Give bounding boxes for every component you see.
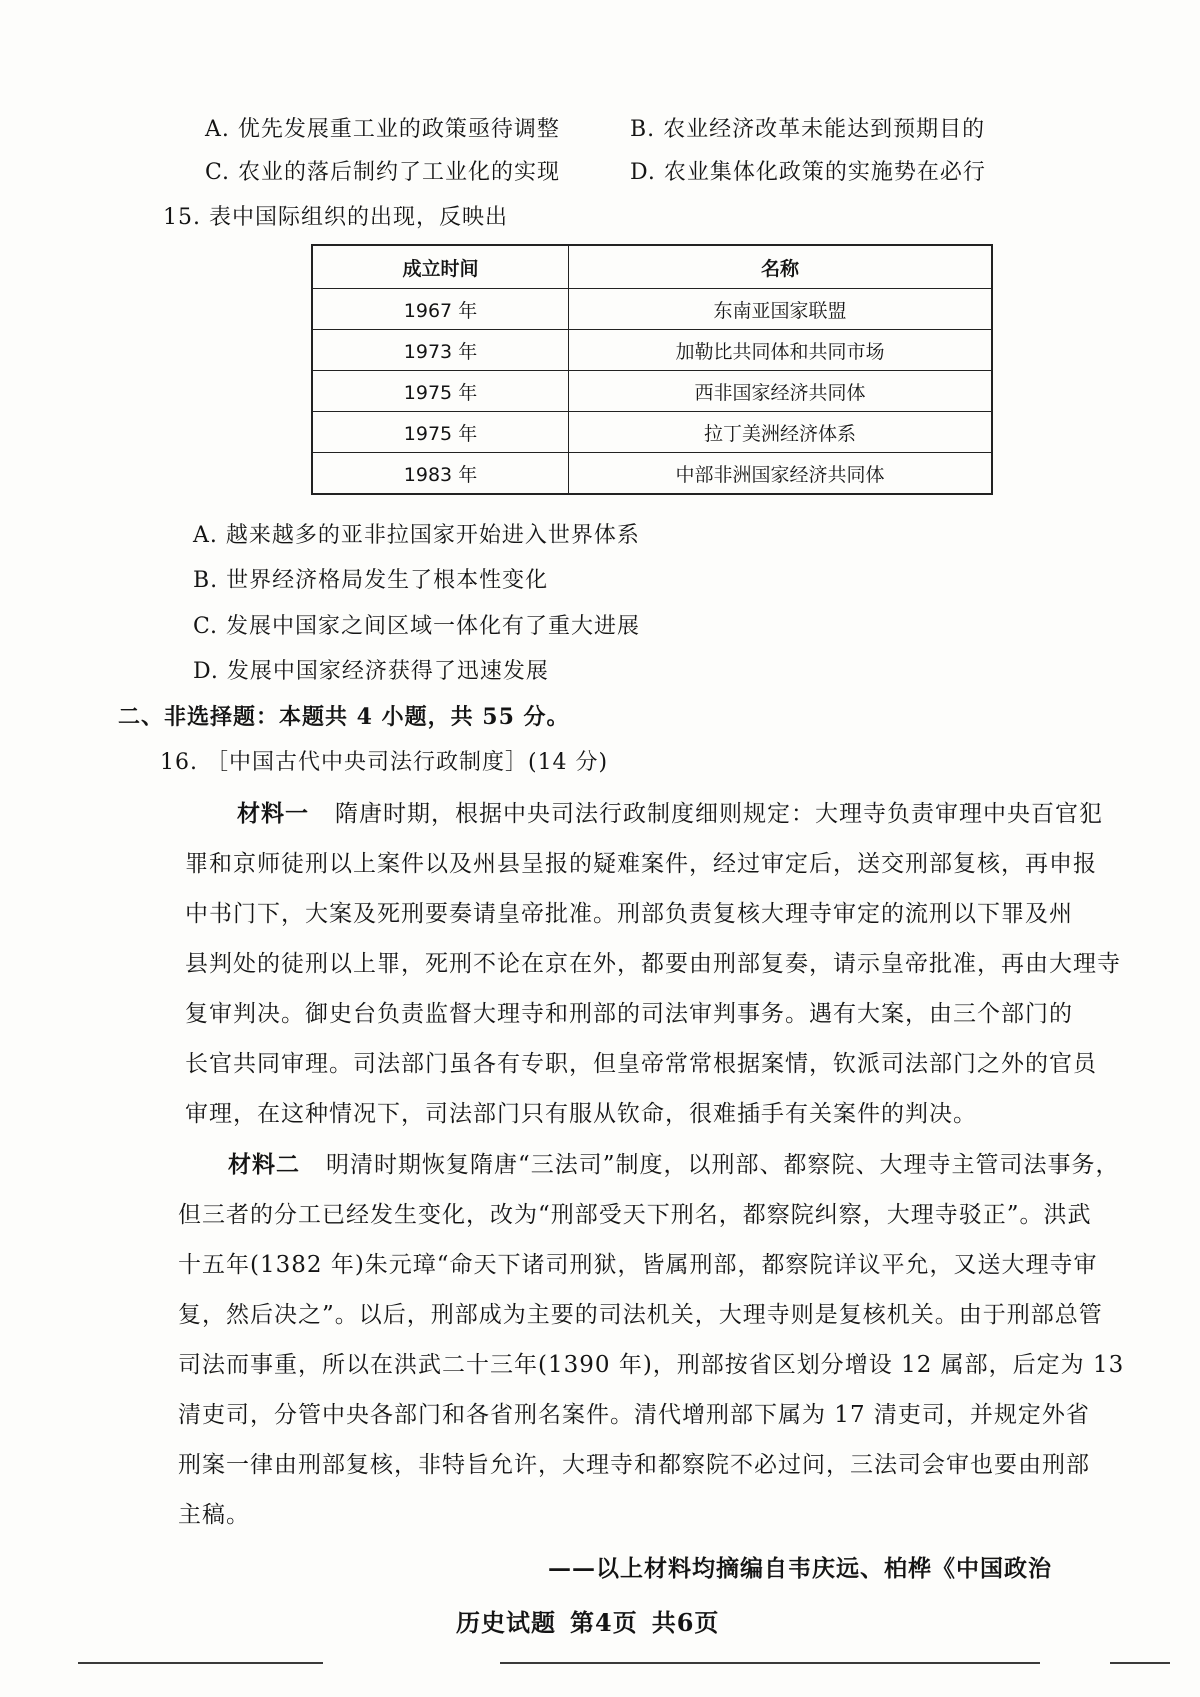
bottom-divider-right xyxy=(1110,1662,1170,1664)
material2-line-3: 十五年(1382 年)朱元璋“命天下诸司刑狱，皆属刑部，都察院详议平允，又送大理寺审 xyxy=(178,1252,1098,1278)
table-row xyxy=(312,453,992,495)
cell-org-name: 中部非洲国家经济共同体 xyxy=(569,453,993,495)
q14-option-b: B. 农业经济改革未能达到预期目的 xyxy=(630,117,986,142)
q15-option-a: A. 越来越多的亚非拉国家开始进入世界体系 xyxy=(193,523,640,548)
material1-line-2: 罪和京师徒刑以上案件以及州县呈报的疑难案件，经过审定后，送交刑部复核，再申报 xyxy=(185,851,1097,877)
column-header-founded: 成立时间 xyxy=(312,245,569,289)
material2-line-1 xyxy=(228,1146,1120,1179)
cell-year: 1973 年 xyxy=(312,330,569,371)
material1-line-1 xyxy=(237,795,1103,828)
q14-option-a: A. 优先发展重工业的政策亟待调整 xyxy=(205,117,560,142)
material1-label: 材料一 xyxy=(237,800,309,827)
footer-page-number: 第4页 xyxy=(570,1608,638,1637)
q14-option-c: C. 农业的落后制约了工业化的实现 xyxy=(205,160,561,185)
table-row xyxy=(312,371,992,412)
table-row xyxy=(312,289,992,330)
cell-year: 1983 年 xyxy=(312,453,569,495)
material1-line-3: 中书门下，大案及死刑要奏请皇帝批准。刑部负责复核大理寺审定的流刑以下罪及州 xyxy=(185,901,1073,927)
material2-line-2: 但三者的分工已经发生变化，改为“刑部受天下刑名，都察院纠察，大理寺驳正”。洪武 xyxy=(178,1202,1092,1228)
q14-option-d: D. 农业集体化政策的实施势在必行 xyxy=(630,160,986,185)
cell-org-name: 加勒比共同体和共同市场 xyxy=(569,330,993,371)
page-footer xyxy=(456,1603,733,1638)
material2-line-6: 清吏司，分管中央各部门和各省刑名案件。清代增刑部下属为 17 清吏司，并规定外省 xyxy=(178,1402,1090,1428)
cell-org-name: 东南亚国家联盟 xyxy=(569,289,993,330)
table-header-row xyxy=(312,245,992,289)
table-row xyxy=(312,412,992,453)
material2-text: 明清时期恢复隋唐“三法司”制度，以刑部、都察院、大理寺主管司法事务， xyxy=(326,1152,1120,1178)
material2-line-7: 刑案一律由刑部复核，非特旨允许，大理寺和都察院不必过问，三法司会审也要由刑部 xyxy=(178,1452,1090,1478)
material2-line-4: 复，然后决之”。以后，刑部成为主要的司法机关，大理寺则是复核机关。由于刑部总管 xyxy=(178,1302,1103,1328)
bottom-divider-left xyxy=(78,1662,323,1664)
footer-subject: 历史试题 xyxy=(456,1608,556,1637)
footer-total-pages: 共6页 xyxy=(651,1608,720,1637)
section-heading: 二、非选择题：本题共 4 小题，共 55 分。 xyxy=(118,704,570,730)
material-source: ——以上材料均摘编自韦庆远、柏桦《中国政治 xyxy=(548,1555,1052,1582)
q15-option-d: D. 发展中国家经济获得了迅速发展 xyxy=(193,659,549,684)
cell-year: 1967 年 xyxy=(312,289,569,330)
table-row xyxy=(312,330,992,371)
cell-year: 1975 年 xyxy=(312,371,569,412)
cell-org-name: 西非国家经济共同体 xyxy=(569,371,993,412)
material2-label: 材料二 xyxy=(228,1151,300,1178)
bottom-divider-center xyxy=(500,1662,1040,1664)
material2-line-8: 主稿。 xyxy=(178,1502,250,1528)
column-header-name: 名称 xyxy=(569,245,993,289)
material2-line-5: 司法而事重，所以在洪武二十三年(1390 年)，刑部按省区划分增设 12 属部，后定为 13 xyxy=(178,1352,1125,1378)
q16-stem: 16. ［中国古代中央司法行政制度］(14 分) xyxy=(160,750,609,775)
material1-text: 隋唐时期，根据中央司法行政制度细则规定：大理寺负责审理中央百官犯 xyxy=(335,801,1103,827)
cell-org-name: 拉丁美洲经济体系 xyxy=(569,412,993,453)
cell-year: 1975 年 xyxy=(312,412,569,453)
q15-option-b: B. 世界经济格局发生了根本性变化 xyxy=(193,568,549,593)
q15-stem: 15. 表中国际组织的出现，反映出 xyxy=(163,205,508,230)
organizations-table xyxy=(311,244,993,495)
material1-line-6: 长官共同审理。司法部门虽各有专职，但皇帝常常根据案情，钦派司法部门之外的官员 xyxy=(185,1051,1097,1077)
q15-option-c: C. 发展中国家之间区域一体化有了重大进展 xyxy=(193,614,641,639)
material1-line-5: 复审判决。御史台负责监督大理寺和刑部的司法审判事务。遇有大案，由三个部门的 xyxy=(185,1001,1073,1027)
material1-line-7: 审理，在这种情况下，司法部门只有服从钦命，很难插手有关案件的判决。 xyxy=(185,1101,977,1127)
material1-line-4: 县判处的徒刑以上罪，死刑不论在京在外，都要由刑部复奏，请示皇帝批准，再由大理寺 xyxy=(185,951,1121,977)
